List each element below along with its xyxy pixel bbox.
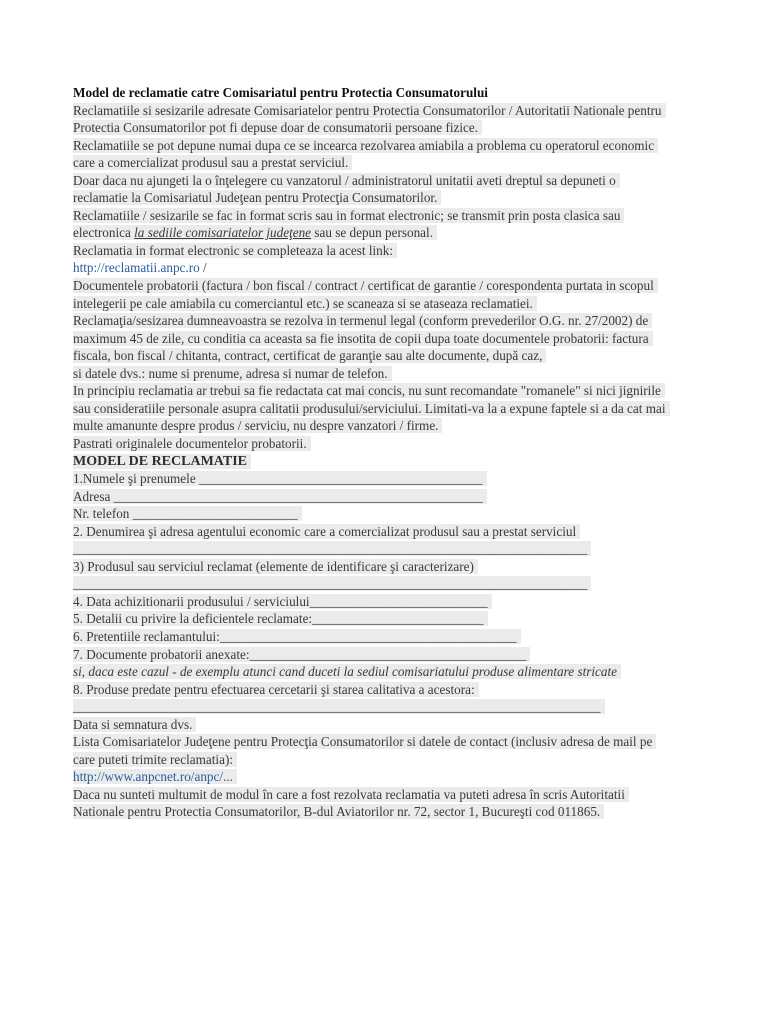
paragraph-line: Doar daca nu ajungeti la o înţelegere cu vanzatorul / administratorul unitatii aveti dreptul sa depuneti o: [73, 173, 620, 188]
paragraph-line: maximum 45 de zile, cu conditia ca aceasta sa fie insotita de copii dupa toate documentele probatorii: factura: [73, 331, 653, 346]
paragraph-text: sau se depun personal.: [311, 225, 433, 241]
paragraph-line: Reclamatiile se pot depune numai dupa ce se incearca rezolvarea amiabila a problema cu operatorul economic: [73, 138, 658, 153]
paragraph-line: intelegerii pe cale amiabila cu comerciantul etc.) se scaneaza si se ataseaza reclamatiei.: [73, 296, 537, 311]
paragraph-line: Pastrati originalele documentelor probatorii.: [73, 436, 311, 451]
paragraph-line: sau consideratiile personale asupra calitatii produsului/serviciului. Limitati-va la a expune faptele si a da cat mai: [73, 401, 670, 416]
paragraph-line: Daca nu sunteti multumit de modul în care a fost rezolvata reclamatia va puteti adresa în scris Autoritatii: [73, 787, 629, 802]
form-field-products-handed: 8. Produse predate pentru efectuarea cercetarii şi starea calitativa a acestora:: [73, 682, 479, 697]
anpc-list-link[interactable]: http://www.anpcnet.ro/anpc/...: [73, 769, 237, 784]
form-blank-line: ______________________________________________________________________________: [73, 576, 591, 591]
paragraph-line: Documentele probatorii (factura / bon fiscal / contract / certificat de garantie / corespondenta purtata in scopul: [73, 278, 658, 293]
form-field-documents: 7. Documente probatorii anexate:__________________________________________: [73, 647, 530, 662]
county-offices-link[interactable]: la sediile comisariatelor judeţene: [134, 225, 312, 241]
paragraph-line: Reclamatia in format electronic se completeaza la acest link:: [73, 243, 397, 258]
paragraph-line: Protectia Consumatorilor pot fi depuse doar de consumatorii persoane fizice.: [73, 120, 482, 135]
paragraph-line: In principiu reclamatia ar trebui sa fie redactata cat mai concis, nu sunt recomandate "romanele" si nici jignirile: [73, 383, 665, 398]
form-field-address: Adresa ________________________________________________________: [73, 489, 487, 504]
paragraph-line: reclamatie la Comisariatul Judeţean pentru Protecţia Consumatorilor.: [73, 190, 441, 205]
document-title: Model de reclamatie catre Comisariatul pentru Protectia Consumatorului: [73, 85, 488, 100]
form-field-claims: 6. Pretentiile reclamantului:_____________________________________________: [73, 629, 521, 644]
paragraph-line: care a comercializat produsul sau a prestat serviciul.: [73, 155, 352, 170]
document-body: [73, 84, 723, 821]
reclamatii-link[interactable]: http://reclamatii.anpc.ro: [73, 260, 200, 276]
form-field-economic-agent: 2. Denumirea şi adresa agentului economic care a comercializat produsul sau a prestat serviciul: [73, 524, 580, 539]
form-blank-line: ______________________________________________________________________________: [73, 541, 591, 556]
form-heading: MODEL DE RECLAMATIE: [73, 454, 251, 469]
paragraph-line: si datele dvs.: nume si prenume, adresa si numar de telefon.: [73, 366, 392, 381]
link-separator: /: [199, 260, 207, 276]
paragraph-line: multe amanunte despre produs / serviciu, nu despre vanzatori / firme.: [73, 418, 442, 433]
form-blank-line: ________________________________________________________________________________: [73, 699, 605, 714]
form-field-purchase-date: 4. Data achizitionarii produsului / serviciului___________________________: [73, 594, 492, 609]
form-field-name: 1.Numele şi prenumele ___________________________________________: [73, 471, 487, 486]
paragraph-line: Nationale pentru Protectia Consumatorilor, B-dul Aviatorilor nr. 72, sector 1, Bucureşti cod 011865.: [73, 804, 604, 819]
form-field-product: 3) Produsul sau serviciul reclamat (elemente de identificare şi caracterizare): [73, 559, 478, 574]
signature-line: Data si semnatura dvs.: [73, 717, 196, 732]
paragraph-line: Reclamatiile si sesizarile adresate Comisariatelor pentru Protectia Consumatorilor / Autoritatii Nationale pentru: [73, 103, 666, 118]
paragraph-line: care puteti trimite reclamatia):: [73, 752, 237, 767]
paragraph-line: Reclamatiile / sesizarile se fac in format scris sau in format electronic; se transmit prin posta clasica sau: [73, 208, 624, 223]
paragraph-line: fiscala, bon fiscal / chitanta, contract, certificat de garanţie sau alte documente, după caz,: [73, 348, 546, 363]
form-field-deficiencies: 5. Detalii cu privire la deficientele reclamate:__________________________: [73, 611, 488, 626]
form-field-phone: Nr. telefon _________________________: [73, 506, 302, 521]
form-note: si, daca este cazul - de exemplu atunci cand duceti la sediul comisariatului produse alimentare stricate: [73, 664, 621, 679]
paragraph-line: Lista Comisariatelor Judeţene pentru Protecţia Consumatorilor si datele de contact (inclusiv adresa de mail pe: [73, 734, 656, 749]
paragraph-line: Reclamaţia/sesizarea dumneavoastra se rezolva in termenul legal (conform prevederilor O.G. nr. 27/2002) de: [73, 313, 652, 328]
paragraph-text: electronica: [73, 225, 135, 241]
